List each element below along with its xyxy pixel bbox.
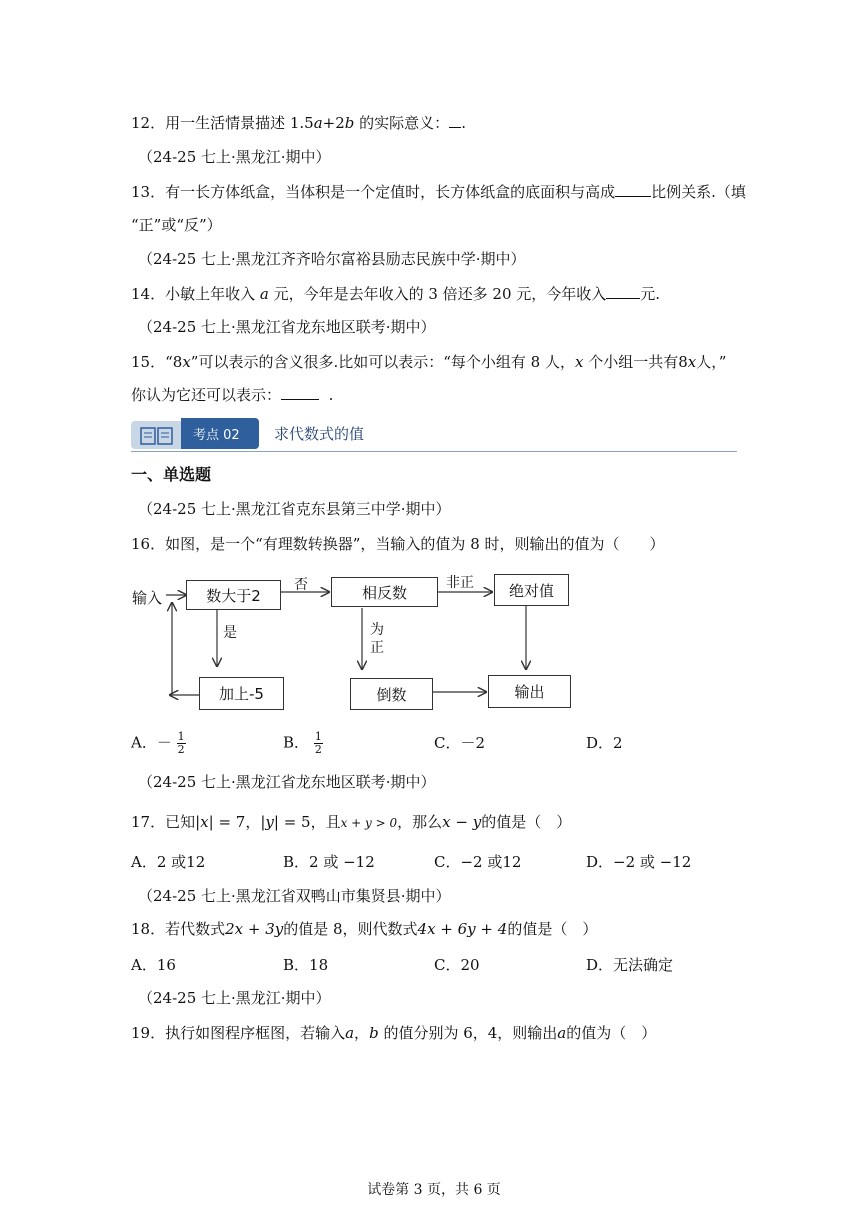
question-15-line2: 你认为它还可以表示： . xyxy=(131,386,334,404)
flow-box-output: 输出 xyxy=(488,675,571,708)
flow-label-nonpositive: 非正 xyxy=(446,575,474,591)
question-19: 19．执行如图程序框图，若输入a，b 的值分别为 6，4，则输出a的值为（ ） xyxy=(131,1024,657,1042)
question-13: 13．有一长方体纸盒，当体积是一个定值时，长方体纸盒的底面积与高成 比例关系.（填 xyxy=(131,183,746,201)
section-banner xyxy=(131,418,737,452)
option-16-b[interactable]: B． $\frac{1}{2}$ xyxy=(283,730,322,756)
flow-input-label: 输入 xyxy=(132,589,163,607)
banner-title: 求代数式的值 xyxy=(274,425,365,443)
option-16-d[interactable]: D．2 xyxy=(586,734,623,752)
flow-box-add: 加上-5 xyxy=(199,677,284,710)
source-16: （24-25 七上·黑龙江省克东县第三中学·期中） xyxy=(138,500,451,518)
question-12: 12．用一生活情景描述 1.5a+2b 的实际意义： . xyxy=(131,114,466,132)
source-19: （24-25 七上·黑龙江·期中） xyxy=(138,989,331,1007)
book-icon xyxy=(140,427,174,445)
source-12: （24-25 七上·黑龙江·期中） xyxy=(138,148,331,166)
flow-box-gt2: 数大于2 xyxy=(186,580,281,610)
option-17-d[interactable]: D．−2 或 −12 xyxy=(586,853,692,871)
option-18-c[interactable]: C．20 xyxy=(434,956,480,974)
flow-label-positive-1: 为 xyxy=(370,622,384,638)
question-16: 16．如图，是一个“有理数转换器”，当输入的值为 8 时，则输出的值为（ ） xyxy=(131,535,665,553)
flow-label-no: 否 xyxy=(294,577,308,593)
fraction: $\frac{1}{2}$ xyxy=(177,730,185,756)
flow-label-yes: 是 xyxy=(223,625,237,641)
fraction: $\frac{1}{2}$ xyxy=(314,730,322,756)
answer-blank[interactable] xyxy=(606,284,640,299)
question-13-line2: “正”或“反”） xyxy=(131,216,222,234)
answer-blank[interactable] xyxy=(281,385,319,400)
banner-tag: 考点 02 xyxy=(193,428,240,443)
flow-box-opposite: 相反数 xyxy=(331,577,438,607)
option-18-a[interactable]: A．16 xyxy=(131,956,176,974)
option-18-b[interactable]: B．18 xyxy=(283,956,329,974)
question-14: 14．小敏上年收入 a 元，今年是去年收入的 3 倍还多 20 元，今年收入 元. xyxy=(131,285,661,303)
flow-label-positive-2: 正 xyxy=(370,640,384,656)
flow-box-absolute: 绝对值 xyxy=(494,574,569,606)
answer-blank[interactable] xyxy=(449,113,461,128)
section-heading: 一、单选题 xyxy=(131,465,212,484)
option-17-a[interactable]: A．2 或12 xyxy=(131,853,206,871)
answer-blank[interactable] xyxy=(615,182,651,197)
banner-rule xyxy=(131,451,737,452)
option-17-b[interactable]: B．2 或 −12 xyxy=(283,853,375,871)
option-16-a[interactable]: A．－ $\frac{1}{2}$ xyxy=(131,730,185,756)
source-14: （24-25 七上·黑龙江省龙东地区联考·期中） xyxy=(138,318,436,336)
source-18: （24-25 七上·黑龙江省双鸭山市集贤县·期中） xyxy=(138,887,451,905)
option-18-d[interactable]: D．无法确定 xyxy=(586,956,674,974)
question-17: 17．已知|x| = 7，|y| = 5，且x + y > 0，那么x − y的值是（ ） xyxy=(131,813,572,831)
source-17: （24-25 七上·黑龙江省龙东地区联考·期中） xyxy=(138,773,436,791)
page-footer: 试卷第 3 页，共 6 页 xyxy=(367,1182,501,1198)
question-18: 18．若代数式2x + 3y的值是 8，则代数式4x + 6y + 4的值是（ ） xyxy=(131,920,598,938)
option-17-c[interactable]: C．−2 或12 xyxy=(434,853,522,871)
question-15: 15．“8x”可以表示的含义很多.比如可以表示：“每个小组有 8 人，x 个小组一共有8x人，” xyxy=(131,353,727,371)
source-13: （24-25 七上·黑龙江齐齐哈尔富裕县励志民族中学·期中） xyxy=(138,250,526,268)
option-16-c[interactable]: C．－2 xyxy=(434,734,486,752)
flow-box-reciprocal: 倒数 xyxy=(350,678,433,710)
